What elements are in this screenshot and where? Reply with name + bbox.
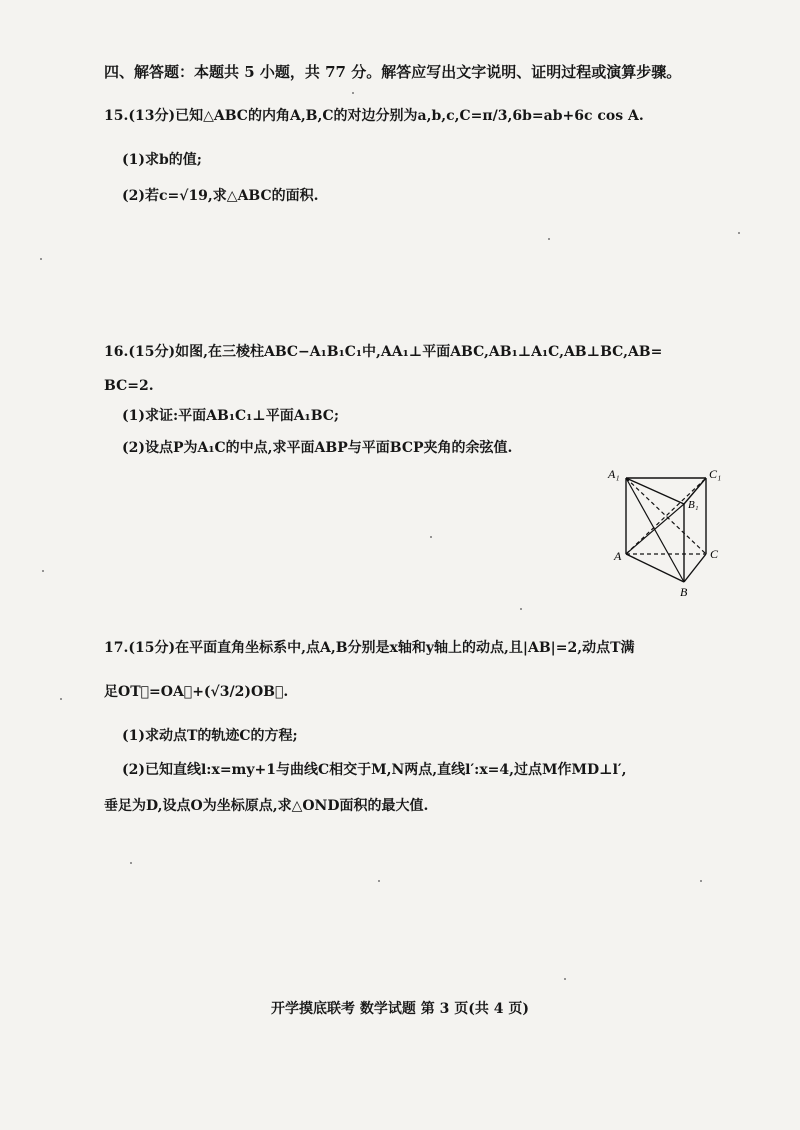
scan-speck xyxy=(352,92,354,94)
q16-part2: (2)设点P为A₁C的中点,求平面ABP与平面BCP夹角的余弦值. xyxy=(122,440,513,456)
q15-stem: 15.(13分)已知△ABC的内角A,B,C的对边分别为a,b,c,C=π/3,6b=ab+6c cos A. xyxy=(104,108,644,124)
scan-speck xyxy=(700,880,702,882)
q16-stem-line2: BC=2. xyxy=(104,378,154,394)
q17-part2: (2)已知直线l:x=my+1与曲线C相交于M,N两点,直线l′:x=4,过点M作MD⊥l′, xyxy=(122,762,627,778)
scan-speck xyxy=(564,978,566,980)
label-a1: A₁ xyxy=(608,467,620,481)
scan-speck xyxy=(378,880,380,882)
q17-part2-cont: 垂足为D,设点O为坐标原点,求△OND面积的最大值. xyxy=(104,798,429,814)
prism-figure xyxy=(606,460,736,600)
scan-speck xyxy=(130,862,132,864)
section-heading: 四、解答题：本题共 5 小题，共 77 分。解答应写出文字说明、证明过程或演算步骤。 xyxy=(104,63,682,81)
label-b: B xyxy=(680,585,688,599)
label-c: C xyxy=(710,547,719,561)
q17-part1: (1)求动点T的轨迹C的方程; xyxy=(122,728,298,744)
edge-a1-b1 xyxy=(626,478,684,504)
q16-stem-line1: 16.(15分)如图,在三棱柱ABC−A₁B₁C₁中,AA₁⊥平面ABC,AB₁⊥A₁C,AB⊥BC,AB= xyxy=(104,344,663,360)
scan-speck xyxy=(40,258,42,260)
label-c1: C₁ xyxy=(709,467,722,481)
q17-stem-line2: 足OT⃗=OA⃗+(√3/2)OB⃗. xyxy=(104,684,289,700)
label-a: A xyxy=(614,549,622,563)
scan-speck xyxy=(42,570,44,572)
q16-part1: (1)求证:平面AB₁C₁⊥平面A₁BC; xyxy=(122,408,340,424)
q17-stem-line1: 17.(15分)在平面直角坐标系中,点A,B分别是x轴和y轴上的动点,且|AB|=2,动点T满 xyxy=(104,640,635,656)
edge-c-b xyxy=(684,554,706,582)
scan-speck xyxy=(520,608,522,610)
label-b1: B₁ xyxy=(688,499,699,511)
edge-a-b xyxy=(626,554,684,582)
scan-speck xyxy=(548,238,550,240)
q15-part1: (1)求b的值; xyxy=(122,152,202,168)
page-footer: 开学摸底联考 数学试题 第 3 页(共 4 页) xyxy=(271,1001,529,1017)
scan-speck xyxy=(430,536,432,538)
scan-speck xyxy=(60,698,62,700)
q15-part2: (2)若c=√19,求△ABC的面积. xyxy=(122,188,319,204)
scan-speck xyxy=(738,232,740,234)
diagonal-a-b1 xyxy=(626,504,684,554)
diagonal-a1-b xyxy=(626,478,684,582)
prism-diagram xyxy=(606,460,736,600)
